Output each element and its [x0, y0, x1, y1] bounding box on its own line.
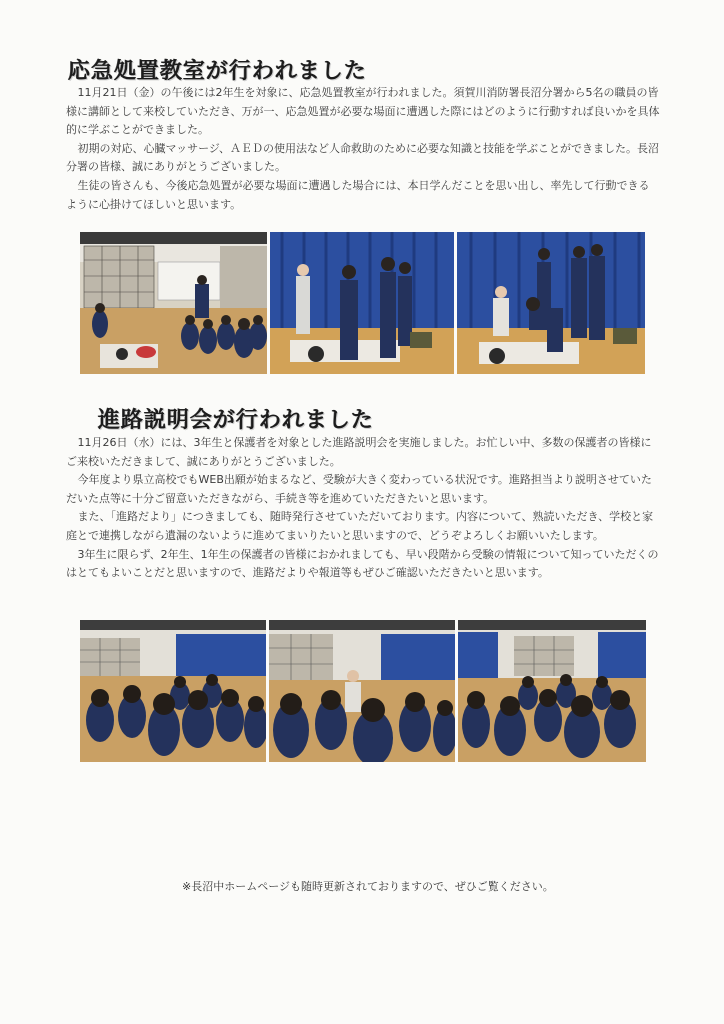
section2-paragraph-1: 11月26日（水）には、3年生と保護者を対象とした進路説明会を実施しました。お忙しい中、多数の保護者の皆様にご来校いただきまして、誠にありがとうございました。	[66, 436, 652, 468]
section2-paragraph-3: また、「進路だより」につきましても、随時発行させていただいております。内容について、熟読いただき、学校と家庭とで連携しながら遺漏のないように進めてまいりたいと思いますので、どうぞよろしくお願いいたします。	[66, 510, 654, 542]
section1-paragraph-3: 生徒の皆さんも、今後応急処置が必要な場面に遭遇した場合には、本日学んだことを思い出し、率先して行動できるように心掛けてほしいと思います。	[66, 178, 650, 211]
section2-body	[66, 434, 660, 583]
section1-paragraph-1: 11月21日（金）の午後には2年生を対象に、応急処置教室が行われました。須賀川消防署長沼分署から5名の職員の皆様に講師として来校していただき、万が一、応急処置が必要な場面に遭遇した際にはどのように行動すれば良いかを具体的に学ぶことができました。	[66, 86, 660, 137]
section1-title: 応急処置教室が行われました	[68, 59, 368, 84]
footer-note: ※長沼中ホームページも随時更新されておりますので、ぜひご覧ください。	[182, 880, 554, 893]
career-meeting-photo-3	[458, 620, 646, 762]
section1-photo-strip	[80, 232, 645, 374]
first-aid-photo-3	[457, 232, 645, 374]
section1-body	[66, 84, 660, 214]
section2-photo-strip	[80, 620, 646, 762]
section2-paragraph-4: 3年生に限らず、2年生、1年生の保護者の皆様におかれましても、早い段階から受験の情報について知っていただくのはとてもよいことだと思いますので、進路だよりや報道等もぜひご確認いただきたいと思います。	[66, 547, 659, 580]
first-aid-photo-1	[80, 232, 267, 374]
section1-paragraph-2: 初期の対応、心臓マッサージ、ＡＥＤの使用法など人命救助のために必要な知識と技能を学ぶことができました。長沼分署の皆様、誠にありがとうございました。	[66, 141, 660, 174]
section2-paragraph-2: 今年度より県立高校でもWEB出願が始まるなど、受験が大きく変わっている状況です。進路担当より説明させていただいた点等に十分ご留意いただきながら、手続き等を進めていただきたいと思います。	[66, 473, 652, 505]
career-meeting-photo-2	[269, 620, 455, 762]
career-meeting-photo-1	[80, 620, 266, 762]
section2-title: 進路説明会が行われました	[98, 408, 375, 433]
first-aid-photo-2	[270, 232, 454, 374]
